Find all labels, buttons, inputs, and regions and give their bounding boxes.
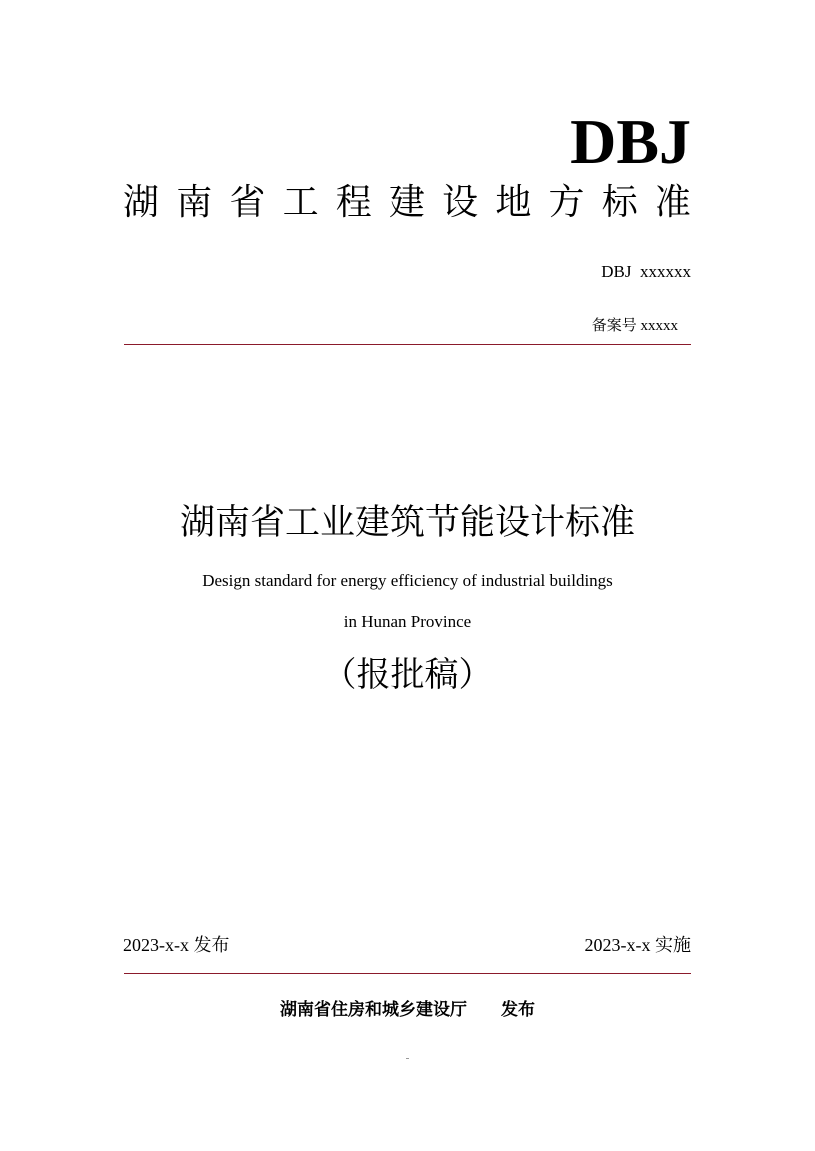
publish-date xyxy=(123,931,230,957)
category-char: 南 xyxy=(176,182,213,223)
title-english-line-2: in Hunan Province xyxy=(343,612,472,631)
filing-label: 备案号 xyxy=(591,316,637,334)
effective-date-value: 2023-x-x xyxy=(584,935,651,955)
publish-date-label: 发布 xyxy=(193,935,230,956)
title-english-line-1: Design standard for energy efficiency of industrial buildings xyxy=(202,571,613,590)
category-char: 省 xyxy=(229,182,266,223)
issuing-authority xyxy=(0,995,815,1020)
category-char: 标 xyxy=(601,182,638,223)
standard-category xyxy=(123,182,691,223)
category-char: 程 xyxy=(335,182,372,223)
issuer-name: 湖南省住房和城乡建设厅 xyxy=(280,1000,467,1020)
category-char: 湖 xyxy=(123,182,160,223)
standard-code: DBJ xxxxxx xyxy=(601,262,691,281)
publish-date-value: 2023-x-x xyxy=(123,935,189,955)
header-divider xyxy=(124,344,691,345)
page-footer-mark xyxy=(406,1058,409,1059)
category-char: 设 xyxy=(442,182,479,223)
category-char: 建 xyxy=(388,182,425,223)
filing-value: xxxxx xyxy=(640,318,678,334)
effective-date-label: 实施 xyxy=(655,935,691,956)
filing-number xyxy=(592,314,678,335)
category-char: 工 xyxy=(282,182,319,223)
draft-status: （报批稿） xyxy=(322,655,493,695)
footer-divider xyxy=(124,973,691,974)
category-char: 地 xyxy=(495,182,532,223)
issuer-action: 发布 xyxy=(501,1000,535,1020)
category-char: 方 xyxy=(548,182,585,223)
category-char: 准 xyxy=(654,182,691,223)
title-chinese: 湖南省工业建筑节能设计标准 xyxy=(179,503,635,543)
dbj-logo: DBJ xyxy=(570,106,691,177)
effective-date xyxy=(585,931,692,957)
